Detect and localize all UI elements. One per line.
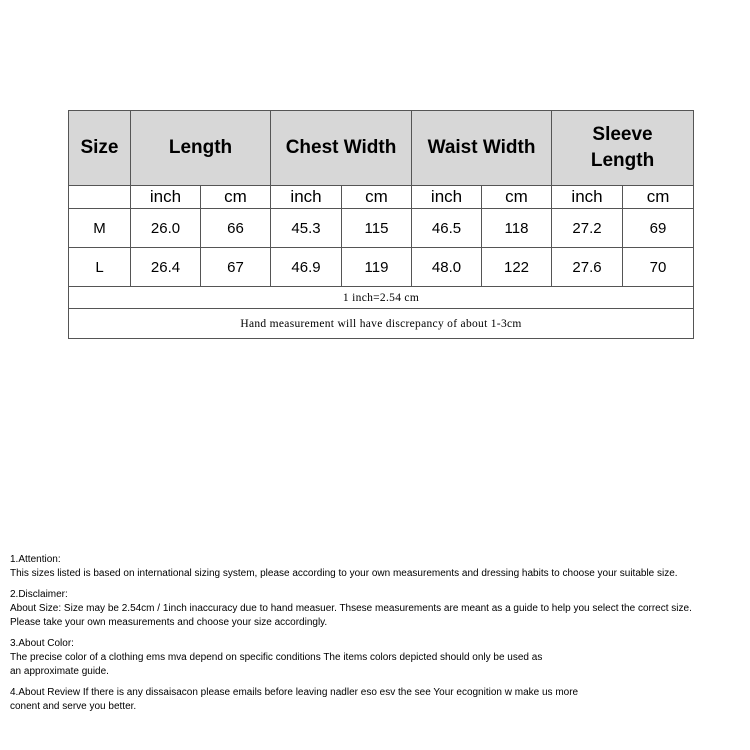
conversion-note: 1 inch=2.54 cm: [69, 287, 694, 309]
table-row: [69, 248, 694, 287]
note-title: 1.Attention:: [10, 554, 61, 565]
header-waist-width: Waist Width: [412, 111, 552, 186]
note-title: 4.About Review If there is any dissaisacon please emails before leaving nadler eso esv the see Your ecognition w make us more: [10, 687, 579, 698]
conversion-note-row: [69, 287, 694, 309]
value-cell: 70: [623, 248, 694, 287]
unit-cell: cm: [623, 186, 694, 209]
table-row: [69, 209, 694, 248]
value-cell: 115: [342, 209, 412, 248]
header-sleeve-line2: Length: [590, 150, 655, 171]
header-sleeve-length: [552, 111, 694, 186]
note-line: About Size: Size may be 2.54cm / 1inch inaccuracy due to hand measuer. Thsese measurements are meant as a guide to help you select the correct size.: [10, 603, 692, 614]
value-cell: 27.2: [552, 209, 623, 248]
unit-cell: inch: [271, 186, 342, 209]
size-cell: L: [69, 248, 131, 287]
unit-cell: inch: [552, 186, 623, 209]
note-line: an approximate guide.: [10, 666, 109, 677]
unit-cell: cm: [342, 186, 412, 209]
discrepancy-note: Hand measurement will have discrepancy of about 1-3cm: [69, 309, 694, 339]
value-cell: 122: [482, 248, 552, 287]
value-cell: 67: [201, 248, 271, 287]
value-cell: 46.5: [412, 209, 482, 248]
note-line: conent and serve you better.: [10, 701, 137, 712]
note-title: 2.Disclaimer:: [10, 589, 68, 600]
value-cell: 45.3: [271, 209, 342, 248]
note-attention: [10, 553, 748, 581]
discrepancy-note-row: [69, 309, 694, 339]
value-cell: 46.9: [271, 248, 342, 287]
value-cell: 118: [482, 209, 552, 248]
value-cell: 48.0: [412, 248, 482, 287]
note-disclaimer: [10, 588, 748, 630]
units-blank-cell: [69, 186, 131, 209]
header-length: Length: [131, 111, 271, 186]
size-chart-table: [68, 110, 694, 339]
note-line: This sizes listed is based on international sizing system, please according to your own measurements and dressing habits to choose your suitable size.: [10, 568, 678, 579]
size-cell: M: [69, 209, 131, 248]
value-cell: 26.0: [131, 209, 201, 248]
units-row: [69, 186, 694, 209]
value-cell: 66: [201, 209, 271, 248]
unit-cell: cm: [482, 186, 552, 209]
header-sleeve-line1: Sleeve: [592, 124, 653, 145]
unit-cell: inch: [131, 186, 201, 209]
notes-section: [10, 553, 748, 721]
note-about-review: [10, 686, 748, 714]
unit-cell: cm: [201, 186, 271, 209]
value-cell: 26.4: [131, 248, 201, 287]
note-about-color: [10, 637, 748, 679]
header-size: Size: [69, 111, 131, 186]
value-cell: 69: [623, 209, 694, 248]
note-line: The precise color of a clothing ems mva depend on specific conditions The items colors depicted should only be used as: [10, 652, 543, 663]
value-cell: 119: [342, 248, 412, 287]
header-row: [69, 111, 694, 186]
note-line: Please take your own measurements and choose your size accordingly.: [10, 617, 328, 628]
note-title: 3.About Color:: [10, 638, 74, 649]
unit-cell: inch: [412, 186, 482, 209]
value-cell: 27.6: [552, 248, 623, 287]
header-chest-width: Chest Width: [271, 111, 412, 186]
